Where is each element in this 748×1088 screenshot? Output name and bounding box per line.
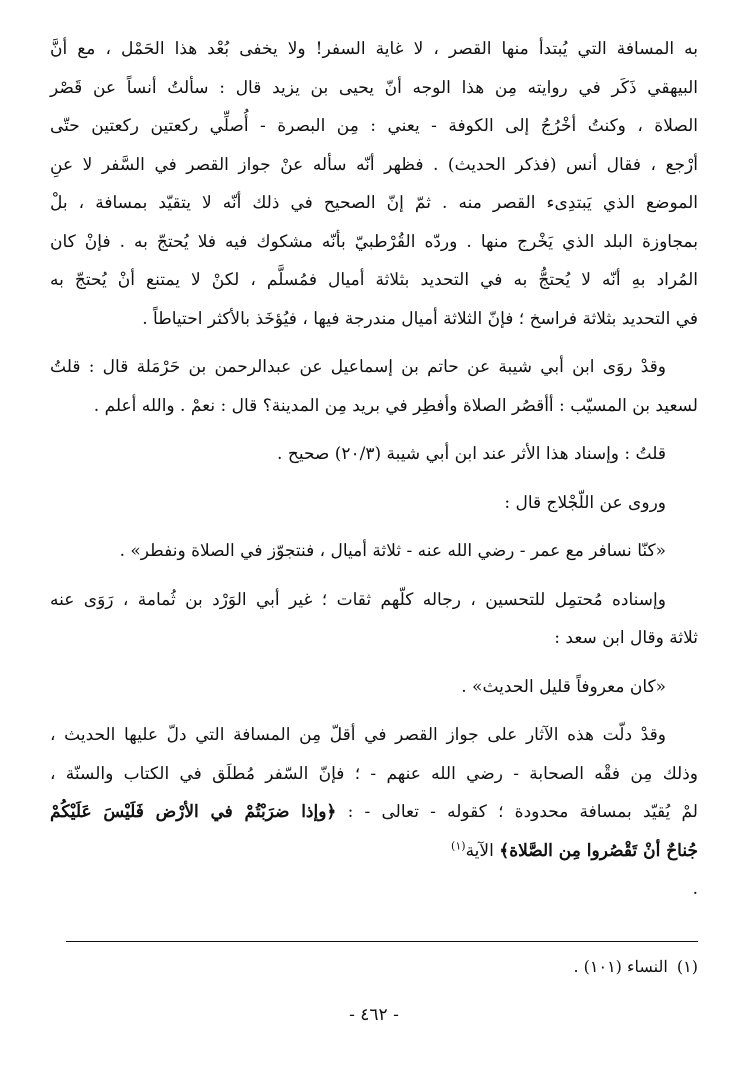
text-line bbox=[50, 793, 698, 832]
paragraph-6 bbox=[50, 581, 698, 658]
text-line: وإسناده مُحتمِل للتحسين ، رجاله كلّهم ثقات ؛ غير أبي الوَرْد بن ثُمامة ، رَوَى عنه bbox=[50, 589, 666, 610]
footnote-text: النساء (١٠١) . bbox=[573, 957, 668, 976]
text-span: الآية bbox=[465, 840, 494, 861]
paragraph-2 bbox=[50, 348, 698, 425]
quote-ibn-sad: «كان معروفاً قليل الحديث» . bbox=[461, 676, 666, 697]
paragraph-1 bbox=[50, 30, 698, 338]
paragraph-3: قلتُ : وإسناد هذا الأثر عند ابن أبي شيبة (٢٠/٣) صحيح . bbox=[277, 444, 666, 464]
text-line: وقدْ روَى ابن أبي شيبة عن حاتم بن إسماعيل عن عبدالرحمن بن حَرْمَلة قال : قلتُ bbox=[50, 357, 666, 377]
text-line: بمجاوزة البلد الذي يَخْرج منها . وردّه القُرْطبيّ بأنّه مشكوك فيه فلا يُحتجّ به . فإنْ كان bbox=[50, 231, 698, 252]
page-body bbox=[50, 30, 698, 909]
quran-verse: جُناحٌ أنْ تَقْصُروا مِن الصَّلاة﴾ bbox=[499, 840, 698, 861]
text-line: لسعيد بن المسيّب : أأقصُر الصلاة وأفطِر في بريد مِن المدينة؟ قال : نعمْ . والله أعلم . bbox=[93, 395, 698, 416]
paragraph-8 bbox=[50, 716, 698, 909]
text-span: لمْ يُقيّد بمسافة محدودة ؛ كقوله - تعالى - : bbox=[347, 802, 698, 822]
text-line: وقدْ دلّت هذه الآثار على جواز القصر في أقلّ مِن المسافة التي دلّ عليها الحديث ، bbox=[50, 725, 666, 745]
text-line: المُراد بهِ أنّه لا يُحتجُّ به في التحديد بثلاثة أميال فمُسلَّم ، لكنْ لا يمتنع أنْ يُحتجّ به bbox=[50, 270, 698, 290]
text-line: ثلاثة وقال ابن سعد : bbox=[554, 628, 698, 648]
footnote-ref: (١) bbox=[451, 838, 466, 852]
footnote bbox=[50, 953, 698, 981]
text-line: وذلك مِن فقْه الصحابة - رضي الله عنهم - ؛ فإنّ السّفر مُطلَق في الكتاب والسنّة ، bbox=[50, 763, 698, 784]
paragraph-4: وروى عن اللّجْلاج قال : bbox=[504, 492, 666, 513]
quran-verse: ﴿وإذا ضرَبْتُمْ في الأرْض فَلَيْسَ عَلَيْكُمْ bbox=[50, 802, 337, 822]
text-line bbox=[50, 832, 698, 871]
quote-umar: «كنّا نسافر مع عمر - رضي الله عنه - ثلاثة أميال ، فنتجوّز في الصلاة ونفطر» . bbox=[119, 541, 666, 561]
text-line: . bbox=[692, 879, 698, 899]
text-line: الموضع الذي يَبتدِىء القصر منه . ثمّ إنّ الصحيح في ذلك أنّه لا يتقيّد بمسافة ، بلْ bbox=[50, 193, 698, 213]
footnote-number: (١) bbox=[676, 957, 698, 976]
text-line: أرْجع ، فقال أنس (فذكر الحديث) . فظهر أنّه سأله عنْ جواز القصر في السَّفر لا عنِ bbox=[50, 154, 698, 175]
text-line: في التحديد بثلاثة فراسخ ؛ فإنّ الثلاثة أميال مندرجة فيها ، فيُؤخَذ بالأكثر احتياطاً . bbox=[142, 308, 698, 329]
page-number: - ٤٦٢ - bbox=[349, 1005, 399, 1025]
text-line: البيهقي ذَكَر في روايته مِن هذا الوجه أنّ يحيى بن يزيد قال : سألتُ أنساً عن قَصْر bbox=[50, 77, 698, 98]
footnote-divider bbox=[66, 941, 698, 942]
text-line: الصلاة ، وكنتُ أخْرُجُ إلى الكوفة - يعني : مِن البصرة - أُصلِّي ركعتين ركعتين حتّى bbox=[50, 116, 698, 136]
text-line: به المسافة التي يُبتدأ منها القصر ، لا غاية السفر! ولا يخفى بُعْد هذا الحَمْل ، مع أنَّ bbox=[50, 39, 698, 59]
